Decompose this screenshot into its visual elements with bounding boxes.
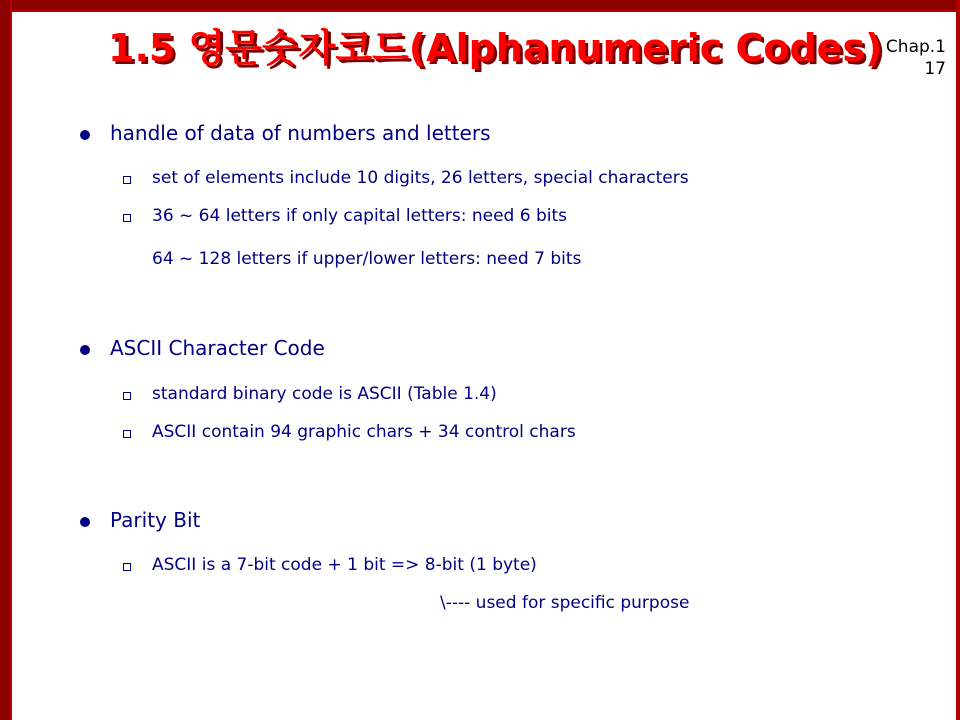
- section-heading: ASCII Character Code: [110, 336, 325, 360]
- section-heading: handle of data of numbers and letters: [110, 121, 491, 145]
- sub-item-note: \---- used for specific purpose: [440, 593, 690, 613]
- page-number: 17: [924, 59, 946, 79]
- bullet-circle-icon: [80, 517, 90, 527]
- sub-item: set of elements include 10 digits, 26 letters, special characters: [152, 168, 689, 188]
- slide-title: 1.5 영문숫자코드(Alphanumeric Codes): [108, 26, 883, 70]
- sub-item: ASCII contain 94 graphic chars + 34 control chars: [152, 422, 576, 442]
- sub-item: standard binary code is ASCII (Table 1.4): [152, 384, 497, 404]
- sub-item-continuation: 64 ~ 128 letters if upper/lower letters: need 7 bits: [152, 249, 582, 269]
- section-heading: Parity Bit: [110, 508, 201, 532]
- sub-bullet-square-icon: [123, 392, 131, 400]
- chapter-name: Chap.1: [885, 37, 946, 57]
- sub-bullet-square-icon: [123, 563, 131, 571]
- bullet-circle-icon: [80, 345, 90, 355]
- sub-bullet-square-icon: [123, 176, 131, 184]
- sub-item: 36 ~ 64 letters if only capital letters: need 6 bits: [152, 206, 567, 226]
- sub-item: ASCII is a 7-bit code + 1 bit => 8-bit (1 byte): [152, 555, 537, 575]
- bullet-circle-icon: [80, 130, 90, 140]
- sub-bullet-square-icon: [123, 214, 131, 222]
- sub-bullet-square-icon: [123, 430, 131, 438]
